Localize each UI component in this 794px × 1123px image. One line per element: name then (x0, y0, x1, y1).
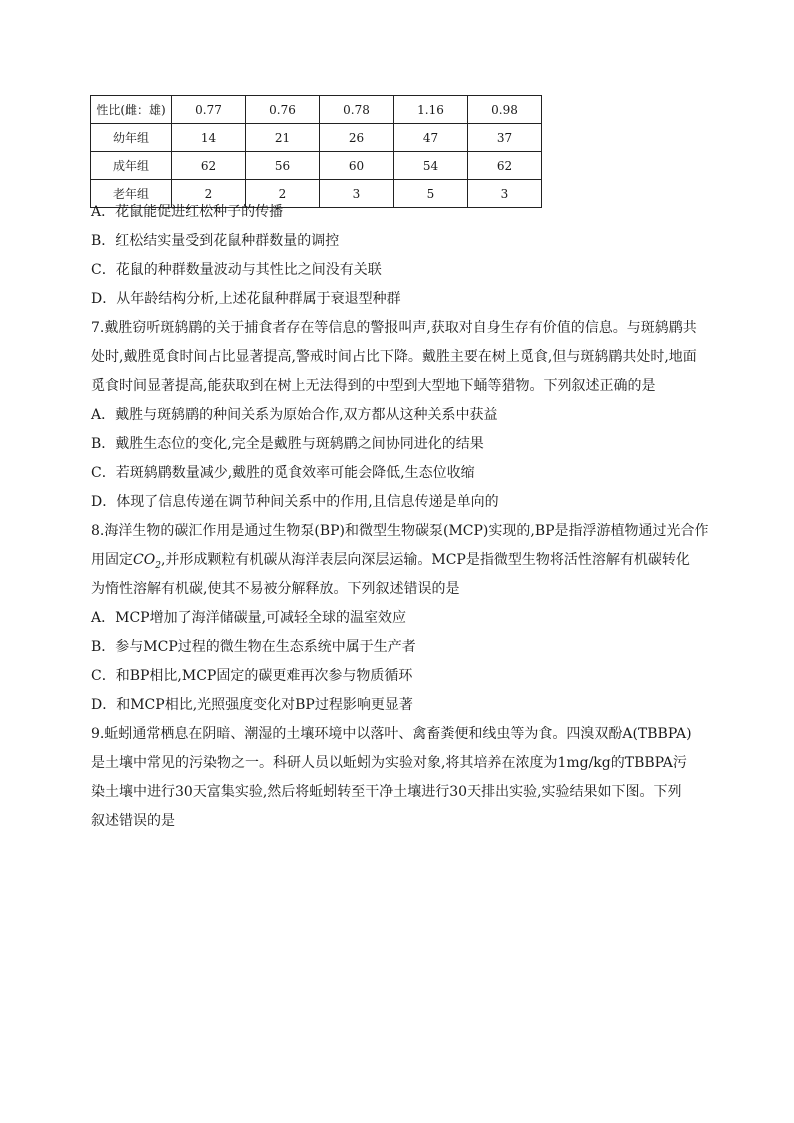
q8-option-d: D．和MCP相比,光照强度变化对BP过程影响更显著 (91, 697, 413, 713)
table-cell: 0.98 (468, 96, 542, 124)
q8-option-b: B．参与MCP过程的微生物在生态系统中属于生产者 (91, 639, 416, 655)
table-cell: 3 (320, 180, 394, 208)
q7-option-b: B．戴胜生态位的变化,完全是戴胜与斑鸫鹛之间协同进化的结果 (91, 436, 484, 452)
q8-option-c: C．和BP相比,MCP固定的碳更难再次参与物质循环 (91, 668, 413, 684)
population-data-table (90, 95, 542, 208)
co2-formula (133, 552, 161, 571)
q9-stem-line-1: 9.蚯蚓通常栖息在阴暗、潮湿的土壤环境中以落叶、禽畜粪便和线虫等为食。四溴双酚A(TBBPA) (91, 726, 692, 742)
table-cell: 21 (246, 124, 320, 152)
row-label-cell: 性比(雌：雄) (91, 96, 172, 124)
q8-option-a: A．MCP增加了海洋储碳量,可减轻全球的温室效应 (91, 610, 407, 626)
table-cell: 54 (394, 152, 468, 180)
table-cell: 37 (468, 124, 542, 152)
table-cell: 3 (468, 180, 542, 208)
q9-stem-line-4: 叙述错误的是 (91, 813, 175, 829)
q7-stem-line-2: 处时,戴胜觅食时间占比显著提高,警戒时间占比下降。戴胜主要在树上觅食,但与斑鸫鹛共处时,地面 (91, 349, 697, 365)
table-cell: 26 (320, 124, 394, 152)
q8-stem-line-2-before: 用固定 (91, 552, 133, 568)
q6-option-a: A．花鼠能促进红松种子的传播 (91, 204, 284, 220)
q6-option-b: B．红松结实量受到花鼠种群数量的调控 (91, 233, 340, 249)
row-label-cell: 成年组 (91, 152, 172, 180)
table-row (91, 124, 542, 152)
table-cell: 5 (394, 180, 468, 208)
table-cell: 2 (172, 180, 246, 208)
table-cell: 56 (246, 152, 320, 180)
table-cell: 47 (394, 124, 468, 152)
table-body (91, 96, 542, 208)
q8-stem-line-2-after: ,并形成颗粒有机碳从海洋表层向深层运输。MCP是指微型生物将活性溶解有机碳转化 (160, 552, 690, 568)
table-cell: 60 (320, 152, 394, 180)
co2-formula-text: CO (133, 552, 156, 568)
table-cell: 0.76 (246, 96, 320, 124)
table-cell: 62 (172, 152, 246, 180)
row-label-cell: 老年组 (91, 180, 172, 208)
q7-option-d: D．体现了信息传递在调节种间关系中的作用,且信息传递是单向的 (91, 494, 499, 510)
table-cell: 0.78 (320, 96, 394, 124)
q7-stem-line-1: 7.戴胜窃听斑鸫鹛的关于捕食者存在等信息的警报叫声,获取对自身生存有价值的信息。与斑鸫鹛共 (91, 320, 697, 336)
question-content (91, 198, 711, 836)
co2-formula-subscript: 2 (155, 560, 161, 571)
table-row (91, 96, 542, 124)
q7-stem-line-3: 觅食时间显著提高,能获取到在树上无法得到的中型到大型地下蛹等猎物。下列叙述正确的是 (91, 378, 656, 394)
q9-stem-line-3: 染土壤中进行30天富集实验,然后将蚯蚓转至干净土壤进行30天排出实验,实验结果如下图。下列 (91, 784, 682, 800)
q8-stem-line-3: 为惰性溶解有机碳,使其不易被分解释放。下列叙述错误的是 (91, 581, 460, 597)
table-row (91, 152, 542, 180)
q8-stem-line-2 (91, 546, 711, 575)
table-cell: 0.77 (172, 96, 246, 124)
q9-stem-line-2: 是土壤中常见的污染物之一。科研人员以蚯蚓为实验对象,将其培养在浓度为1mg/kg的TBBPA污 (91, 755, 687, 771)
table-cell: 14 (172, 124, 246, 152)
table-cell: 2 (246, 180, 320, 208)
row-label-cell: 幼年组 (91, 124, 172, 152)
table-cell: 1.16 (394, 96, 468, 124)
q6-option-c: C．花鼠的种群数量波动与其性比之间没有关联 (91, 262, 382, 278)
table-cell: 62 (468, 152, 542, 180)
q7-option-c: C．若斑鸫鹛数量减少,戴胜的觅食效率可能会降低,生态位收缩 (91, 465, 475, 481)
q6-option-d: D．从年龄结构分析,上述花鼠种群属于衰退型种群 (91, 291, 401, 307)
q7-option-a: A．戴胜与斑鸫鹛的种间关系为原始合作,双方都从这种关系中获益 (91, 407, 498, 423)
q8-stem-line-1: 8.海洋生物的碳汇作用是通过生物泵(BP)和微型生物碳泵(MCP)实现的,BP是指浮游植物通过光合作 (91, 523, 709, 539)
